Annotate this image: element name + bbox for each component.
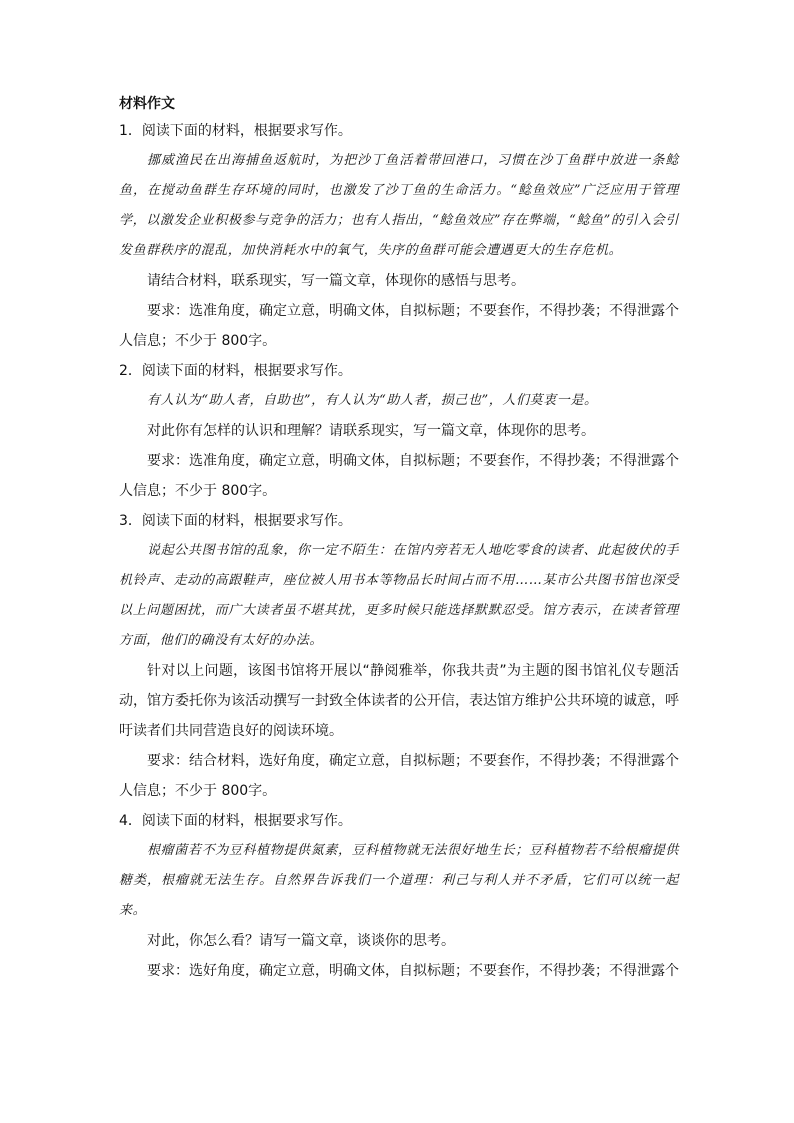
question-heading: 4．阅读下面的材料，根据要求写作。 xyxy=(119,813,352,829)
question-task: 请结合材料，联系现实，写一篇文章，体现你的感悟与思考。 xyxy=(147,273,525,289)
question-heading: 3．阅读下面的材料，根据要求写作。 xyxy=(119,513,352,529)
question-3 xyxy=(119,506,679,806)
question-material: 根瘤菌若不为豆科植物提供氮素，豆科植物就无法很好地生长；豆科植物若不给根瘤提供糖类，根瘤就无法生存。自然界告诉我们一个道理：利己与利人并不矛盾，它们可以统一起来。 xyxy=(119,843,679,918)
question-requirement: 要求：选准角度，确定立意，明确文体，自拟标题；不要套作，不得抄袭；不得泄露个人信息；不少于 800字。 xyxy=(119,303,679,349)
question-heading: 1．阅读下面的材料，根据要求写作。 xyxy=(119,123,352,139)
question-requirement: 要求：选好角度，确定立意，明确文体，自拟标题；不要套作，不得抄袭；不得泄露个 xyxy=(147,963,679,979)
question-4 xyxy=(119,806,679,986)
document-content xyxy=(119,94,679,986)
question-task: 针对以上问题，该图书馆将开展以“静阅雅举，你我共责”为主题的图书馆礼仪专题活动，馆方委托你为该活动撰写一封致全体读者的公开信，表达馆方维护公共环境的诚意，呼吁读者们共同营造良好的阅读环境。 xyxy=(119,663,679,739)
question-1 xyxy=(119,116,679,356)
section-title: 材料作文 xyxy=(119,96,175,112)
question-2 xyxy=(119,356,679,506)
question-material: 说起公共图书馆的乱象，你一定不陌生：在馆内旁若无人地吃零食的读者、此起彼伏的手机铃声、走动的高跟鞋声，座位被人用书本等物品长时间占而不用……某市公共图书馆也深受以上问题困扰，而广大读者虽不堪其扰，更多时候只能选择默默忍受。馆方表示，在读者管理方面，他们的确没有太好的办法。 xyxy=(119,543,679,648)
question-task: 对此，你怎么看？请写一篇文章，谈谈你的思考。 xyxy=(147,933,455,949)
question-task: 对此你有怎样的认识和理解？请联系现实，写一篇文章，体现你的思考。 xyxy=(147,423,595,439)
question-material: 有人认为“助人者，自助也”，有人认为“助人者，损己也”，人们莫衷一是。 xyxy=(147,393,598,408)
question-requirement: 要求：结合材料，选好角度，确定立意，自拟标题；不要套作，不得抄袭；不得泄露个人信息；不少于 800字。 xyxy=(119,753,679,799)
question-requirement: 要求：选准角度，确定立意，明确文体，自拟标题；不要套作，不得抄袭；不得泄露个人信息；不少于 800字。 xyxy=(119,453,679,499)
question-heading: 2．阅读下面的材料，根据要求写作。 xyxy=(119,363,352,379)
question-material: 挪威渔民在出海捕鱼返航时，为把沙丁鱼活着带回港口，习惯在沙丁鱼群中放进一条鲶鱼，在搅动鱼群生存环境的同时，也激发了沙丁鱼的生命活力。“鲶鱼效应”广泛应用于管理学，以激发企业积极参与竞争的活力；也有人指出，“鲶鱼效应”存在弊端，“鲶鱼”的引入会引发鱼群秩序的混乱，加快消耗水中的氧气，失序的鱼群可能会遭遇更大的生存危机。 xyxy=(119,153,679,258)
